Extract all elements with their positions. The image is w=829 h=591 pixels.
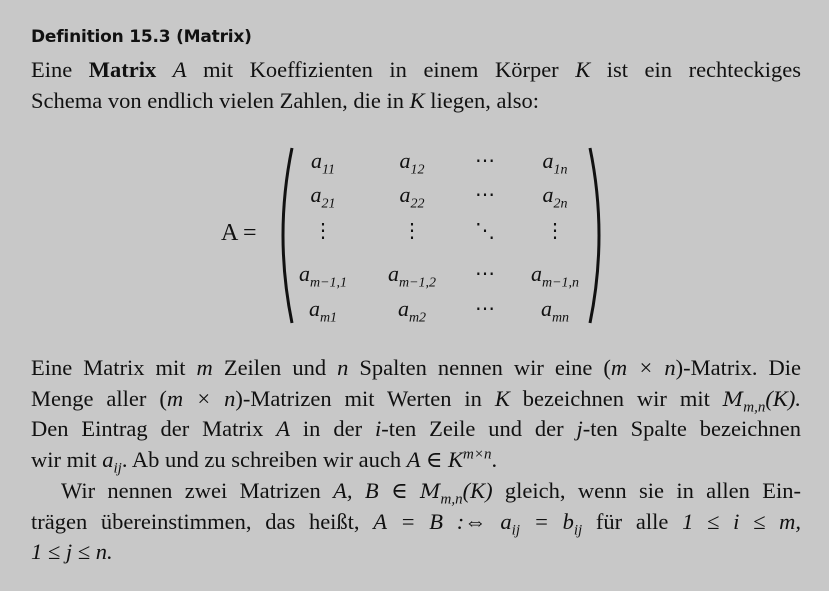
matrix-entry-index: m−1,n: [541, 275, 580, 291]
p1-line-4: wir mit $a_{ij}$. Ab und zu schreiben wir auch A ∈ $K^{m\times n}$.: [31, 446, 498, 476]
p1-line-1: Eine Matrix mit m Zeilen und n Spalten nennen wir eine (m × n)-Matrix. Die: [31, 355, 801, 380]
p2-line-1: Wir nennen zwei Matrizen A, B ∈ $M_{m,n}(K)$ gleich, wenn sie in allen Ein-: [61, 478, 801, 508]
matrix-entry: [510, 296, 600, 326]
p2-line-3: 1 ≤ j ≤ n.: [31, 539, 113, 564]
matrix-entry-index: m−1,1: [309, 275, 348, 291]
matrix-entry-index: m−1,2: [398, 275, 437, 291]
matrix-dots: ⋮: [545, 220, 565, 242]
matrix-entry: [367, 182, 457, 212]
matrix-dots: ⋯: [475, 263, 495, 285]
matrix-entry: [278, 296, 368, 326]
p1-line-2: Menge aller (m × n)-Matrizen mit Werten in K bezeichnen wir mit $M_{m,n}(K)$.: [31, 385, 801, 415]
matrix-dots: ⋯: [475, 298, 495, 320]
matrix-lhs: A =: [221, 220, 257, 246]
matrix-entry-index: m1: [319, 310, 338, 326]
paragraph-1: [31, 353, 801, 475]
matrix-entry-base: a: [298, 261, 310, 286]
matrix-entry-base: a: [540, 296, 552, 321]
term-matrix: Matrix: [88, 57, 157, 82]
matrix-entry-index: 1n: [553, 162, 568, 178]
matrix-entry-index: 2n: [553, 196, 568, 212]
matrix-entry-base: a: [399, 148, 411, 173]
matrix-entry: [367, 148, 457, 178]
intro-line-2: Schema von endlich vielen Zahlen, die in K liegen, also:: [31, 87, 540, 113]
matrix-entry: [510, 261, 600, 291]
matrix-entry-index: m2: [408, 310, 427, 326]
matrix-entry-index: 11: [322, 162, 335, 178]
matrix-entry: [367, 261, 457, 291]
matrix-entry-base: a: [542, 182, 554, 207]
paragraph-2: [31, 476, 801, 568]
matrix-entry-index: mn: [551, 310, 570, 326]
matrix-entry-index: 12: [410, 162, 425, 178]
matrix-dots: ⋮: [402, 220, 422, 242]
intro-line-1: Eine Matrix A mit Koeffizienten in einem Körper K ist ein rechteckiges: [31, 57, 802, 82]
matrix-entry: [278, 182, 368, 212]
p1-line-3: Den Eintrag der Matrix A in der i-ten Zeile und der j-ten Spalte bezeichnen: [31, 416, 801, 441]
matrix-entry: [510, 182, 600, 212]
matrix-entry-base: a: [542, 148, 554, 173]
matrix-entry-base: a: [397, 296, 409, 321]
matrix-entry-index: 21: [321, 196, 336, 212]
matrix-entry: [278, 148, 368, 178]
definition-intro: [31, 55, 801, 116]
matrix-entry: [278, 261, 368, 291]
matrix-entry: [367, 296, 457, 326]
matrix-entry-base: a: [311, 148, 323, 173]
matrix-dots: ⋯: [475, 150, 495, 172]
matrix-entry-base: a: [310, 182, 322, 207]
matrix-entry-index: 22: [410, 196, 425, 212]
definition-heading: Definition 15.3 (Matrix): [31, 27, 252, 47]
p2-line-2: trägen übereinstimmen, das heißt, A = B :⇔ $a_{ij} = b_{ij}$ für alle 1 ≤ i ≤ m,: [31, 508, 802, 538]
matrix-dots: ⋱: [475, 220, 495, 242]
matrix-entry-base: a: [530, 261, 542, 286]
matrix-dots: ⋯: [475, 184, 495, 206]
matrix-entry-base: a: [308, 296, 320, 321]
matrix-entry-base: a: [387, 261, 399, 286]
matrix-entry: [510, 148, 600, 178]
matrix-dots: ⋮: [313, 220, 333, 242]
matrix-entry-base: a: [399, 182, 411, 207]
